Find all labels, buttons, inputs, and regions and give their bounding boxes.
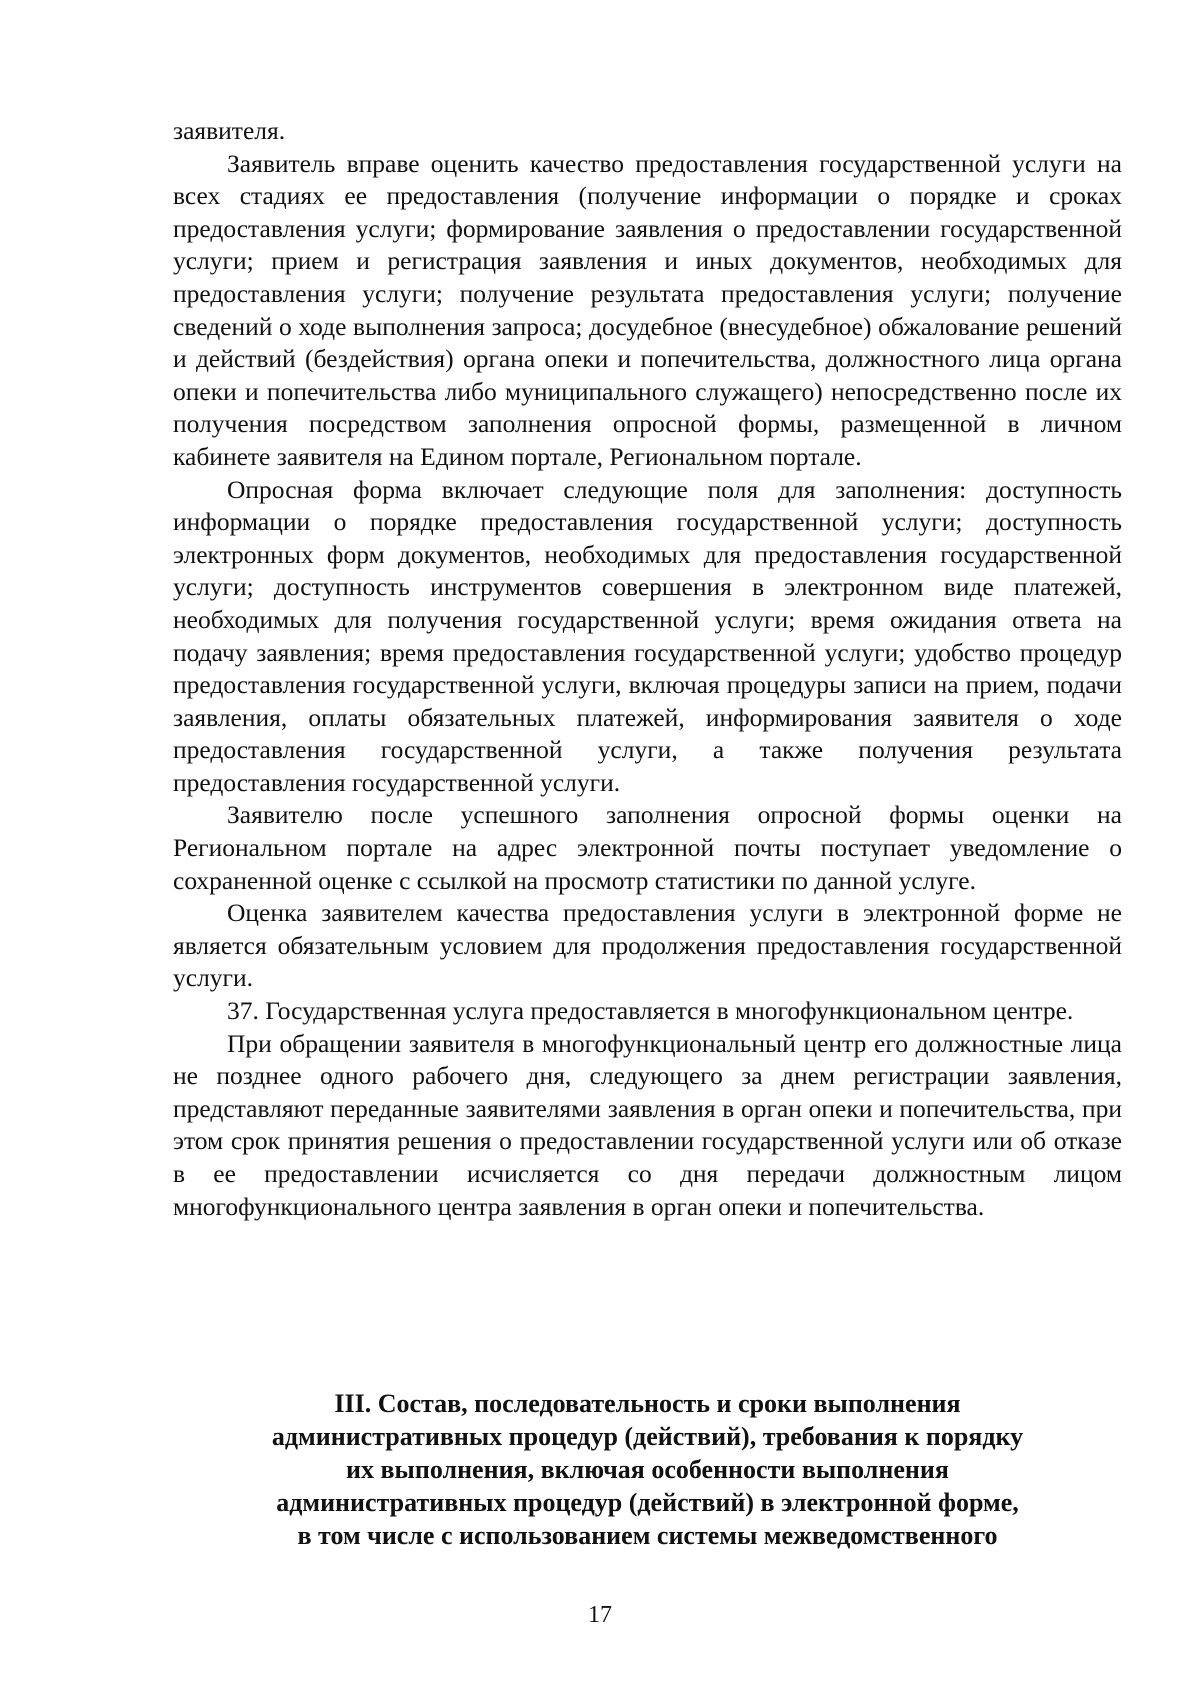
paragraph-survey-form-fields: Опросная форма включает следующие поля для заполнения: доступность информации о порядке предоставления государственной услуги; доступность электронных форм документов, необходимых для предоставления государственной услуги; доступность инструментов совершения в электронном виде платежей, необходимых для получения государственной услуги; время ожидания ответа на подачу заявления; время предоставления государственной услуги; удобство процедур предоставления государственной услуги, включая процедуры записи на прием, подачи заявления, оплаты обязательных платежей, информирования заявителя о ходе предоставления государственной услуги, а также получения результата предоставления государственной услуги.	[173, 474, 1122, 797]
section-heading-line: III. Состав, последовательность и сроки выполнения	[334, 1389, 961, 1418]
paragraph-clause-37: 37. Государственная услуга предоставляется в многофункциональном центре.	[227, 996, 1074, 1026]
page-number: 17	[588, 1602, 612, 1628]
section-heading	[173, 1387, 1122, 1552]
paragraph-mfc-procedure: При обращении заявителя в многофункциональный центр его должностные лица не позднее одного рабочего дня, следующего за днем регистрации заявления, представляют переданные заявителями заявления в орган опеки и попечительства, при этом срок принятия решения о предоставлении государственной услуги или об отказе в ее предоставлении исчисляется со дня передачи должностным лицом многофункционального центра заявления в орган опеки и попечительства.	[173, 1028, 1122, 1221]
section-heading-line: в том числе с использованием системы межведомственного	[297, 1521, 998, 1550]
paragraph-quality-assessment: Заявитель вправе оценить качество предоставления государственной услуги на всех стадиях ее предоставления (получение информации о порядке и сроках предоставления услуги; формирование заявления о предоставлении государственной услуги; прием и регистрация заявления и иных документов, необходимых для предоставления услуги; получение результата предоставления услуги; получение сведений о ходе выполнения запроса; досудебное (внесудебное) обжалование решений и действий (бездействия) органа опеки и попечительства, должностного лица органа опеки и попечительства либо муниципального служащего) непосредственно после их получения посредством заполнения опросной формы, размещенной в личном кабинете заявителя на Едином портале, Региональном портале.	[173, 148, 1122, 471]
section-heading-line: административных процедур (действий) в электронной форме,	[276, 1488, 1019, 1517]
paragraph-continuation: заявителя.	[173, 116, 286, 145]
body-text	[173, 115, 1122, 1223]
paragraph-assessment-optional: Оценка заявителем качества предоставления услуги в электронной форме не является обязательным условием для продолжения предоставления государственной услуги.	[173, 898, 1122, 993]
paragraph-notification: Заявителю после успешного заполнения опросной формы оценки на Региональном портале на адрес электронной почты поступает уведомление о сохраненной оценке с ссылкой на просмотр статистики по данной услуге.	[173, 800, 1122, 895]
section-heading-line: административных процедур (действий), требования к порядку	[271, 1422, 1024, 1451]
section-heading-line: их выполнения, включая особенности выполнения	[346, 1455, 949, 1484]
